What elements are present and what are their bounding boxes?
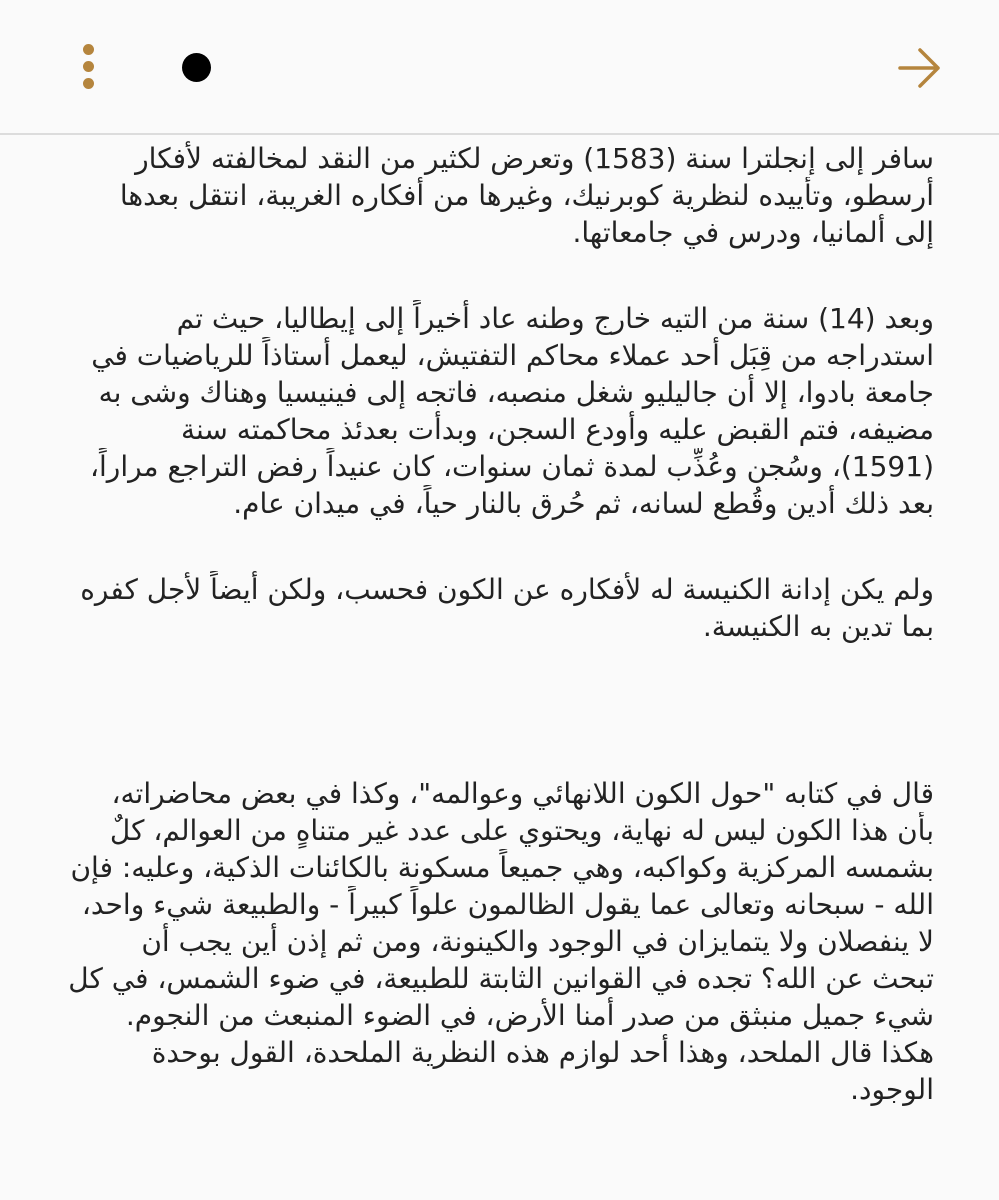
article-body: [68, 140, 934, 1108]
text-line: بشمسه المركزية وكواكبه، وهي جميعاً مسكونة بالكائنات الذكية، وعليه: فإن: [70, 851, 934, 884]
text-line: بعد ذلك أُدين وقُطع لسانه، ثم حُرق بالنار حياً، في ميدان عام.: [233, 487, 934, 520]
text-line: قال في كتابه "حول الكون اللانهائي وعوالمه"، وكذا في بعض محاضراته،: [111, 777, 934, 810]
paragraph: [68, 140, 934, 251]
more-options-icon[interactable]: [78, 44, 100, 90]
text-line: بما تدين به الكنيسة.: [702, 610, 934, 643]
paragraph-spacer: [68, 251, 934, 300]
top-toolbar: [0, 0, 999, 135]
text-line: هكذا قال الملحد، وهذا أحد لوازم هذه النظرية الملحدة، القول بوحدة: [151, 1036, 934, 1069]
text-line: سافر إلى إنجلترا سنة (1583) وتعرض لكثير من النقد لمخالفته لأفكار: [135, 142, 934, 175]
paragraph-spacer: [68, 522, 934, 571]
menu-dot: [83, 78, 94, 89]
text-line: ولم يكن إدانة الكنيسة له لأفكاره عن الكون فحسب، ولكن أيضاً لأجل كفره: [80, 573, 934, 606]
text-line: لا ينفصلان ولا يتمايزان في الوجود والكينونة، ومن ثم إذن أين يجب أن: [141, 925, 934, 958]
forward-arrow-icon[interactable]: [896, 44, 944, 92]
text-line: تبحث عن الله؟ تجده في القوانين الثابتة للطبيعة، في ضوء الشمس، في كل: [68, 962, 934, 995]
text-line: الوجود.: [850, 1073, 934, 1106]
text-line: وبعد (14) سنة من التيه خارج وطنه عاد أخيراً إلى إيطاليا، حيث تم: [176, 302, 934, 335]
text-line: شيء جميل منبثق من صدر أمنا الأرض، في الضوء المنبعث من النجوم.: [125, 999, 934, 1032]
paragraph-spacer: [68, 645, 934, 775]
paragraph: [68, 300, 934, 522]
text-line: مضيفه، فتم القبض عليه وأودع السجن، وبدأت بعدئذ محاكمته سنة: [180, 413, 934, 446]
text-line: الله - سبحانه وتعالى عما يقول الظالمون علواً كبيراً - والطبيعة شيء واحد،: [81, 888, 934, 921]
text-line: بأن هذا الكون ليس له نهاية، ويحتوي على عدد غير متناهٍ من العوالم، كلٌ: [109, 814, 934, 847]
paragraph: [68, 571, 934, 645]
text-line: أرسطو، وتأييده لنظرية كوبرنيك، وغيرها من أفكاره الغريبة، انتقل بعدها: [119, 179, 934, 212]
text-line: إلى ألمانيا، ودرس في جامعاتها.: [572, 216, 934, 249]
menu-dot: [83, 44, 94, 55]
paragraph: [68, 775, 934, 1108]
text-line: استدراجه من قِبَل أحد عملاء محاكم التفتيش، ليعمل أستاذاً للرياضيات في: [91, 339, 934, 372]
menu-dot: [83, 61, 94, 72]
text-line: (1591)، وسُجن وعُذِّب لمدة ثمان سنوات، كان عنيداً رفض التراجع مراراً،: [89, 450, 934, 483]
status-dot-icon: [182, 53, 211, 82]
text-line: جامعة بادوا، إلا أن جاليليو شغل منصبه، فاتجه إلى فينيسيا وهناك وشى به: [98, 376, 934, 409]
